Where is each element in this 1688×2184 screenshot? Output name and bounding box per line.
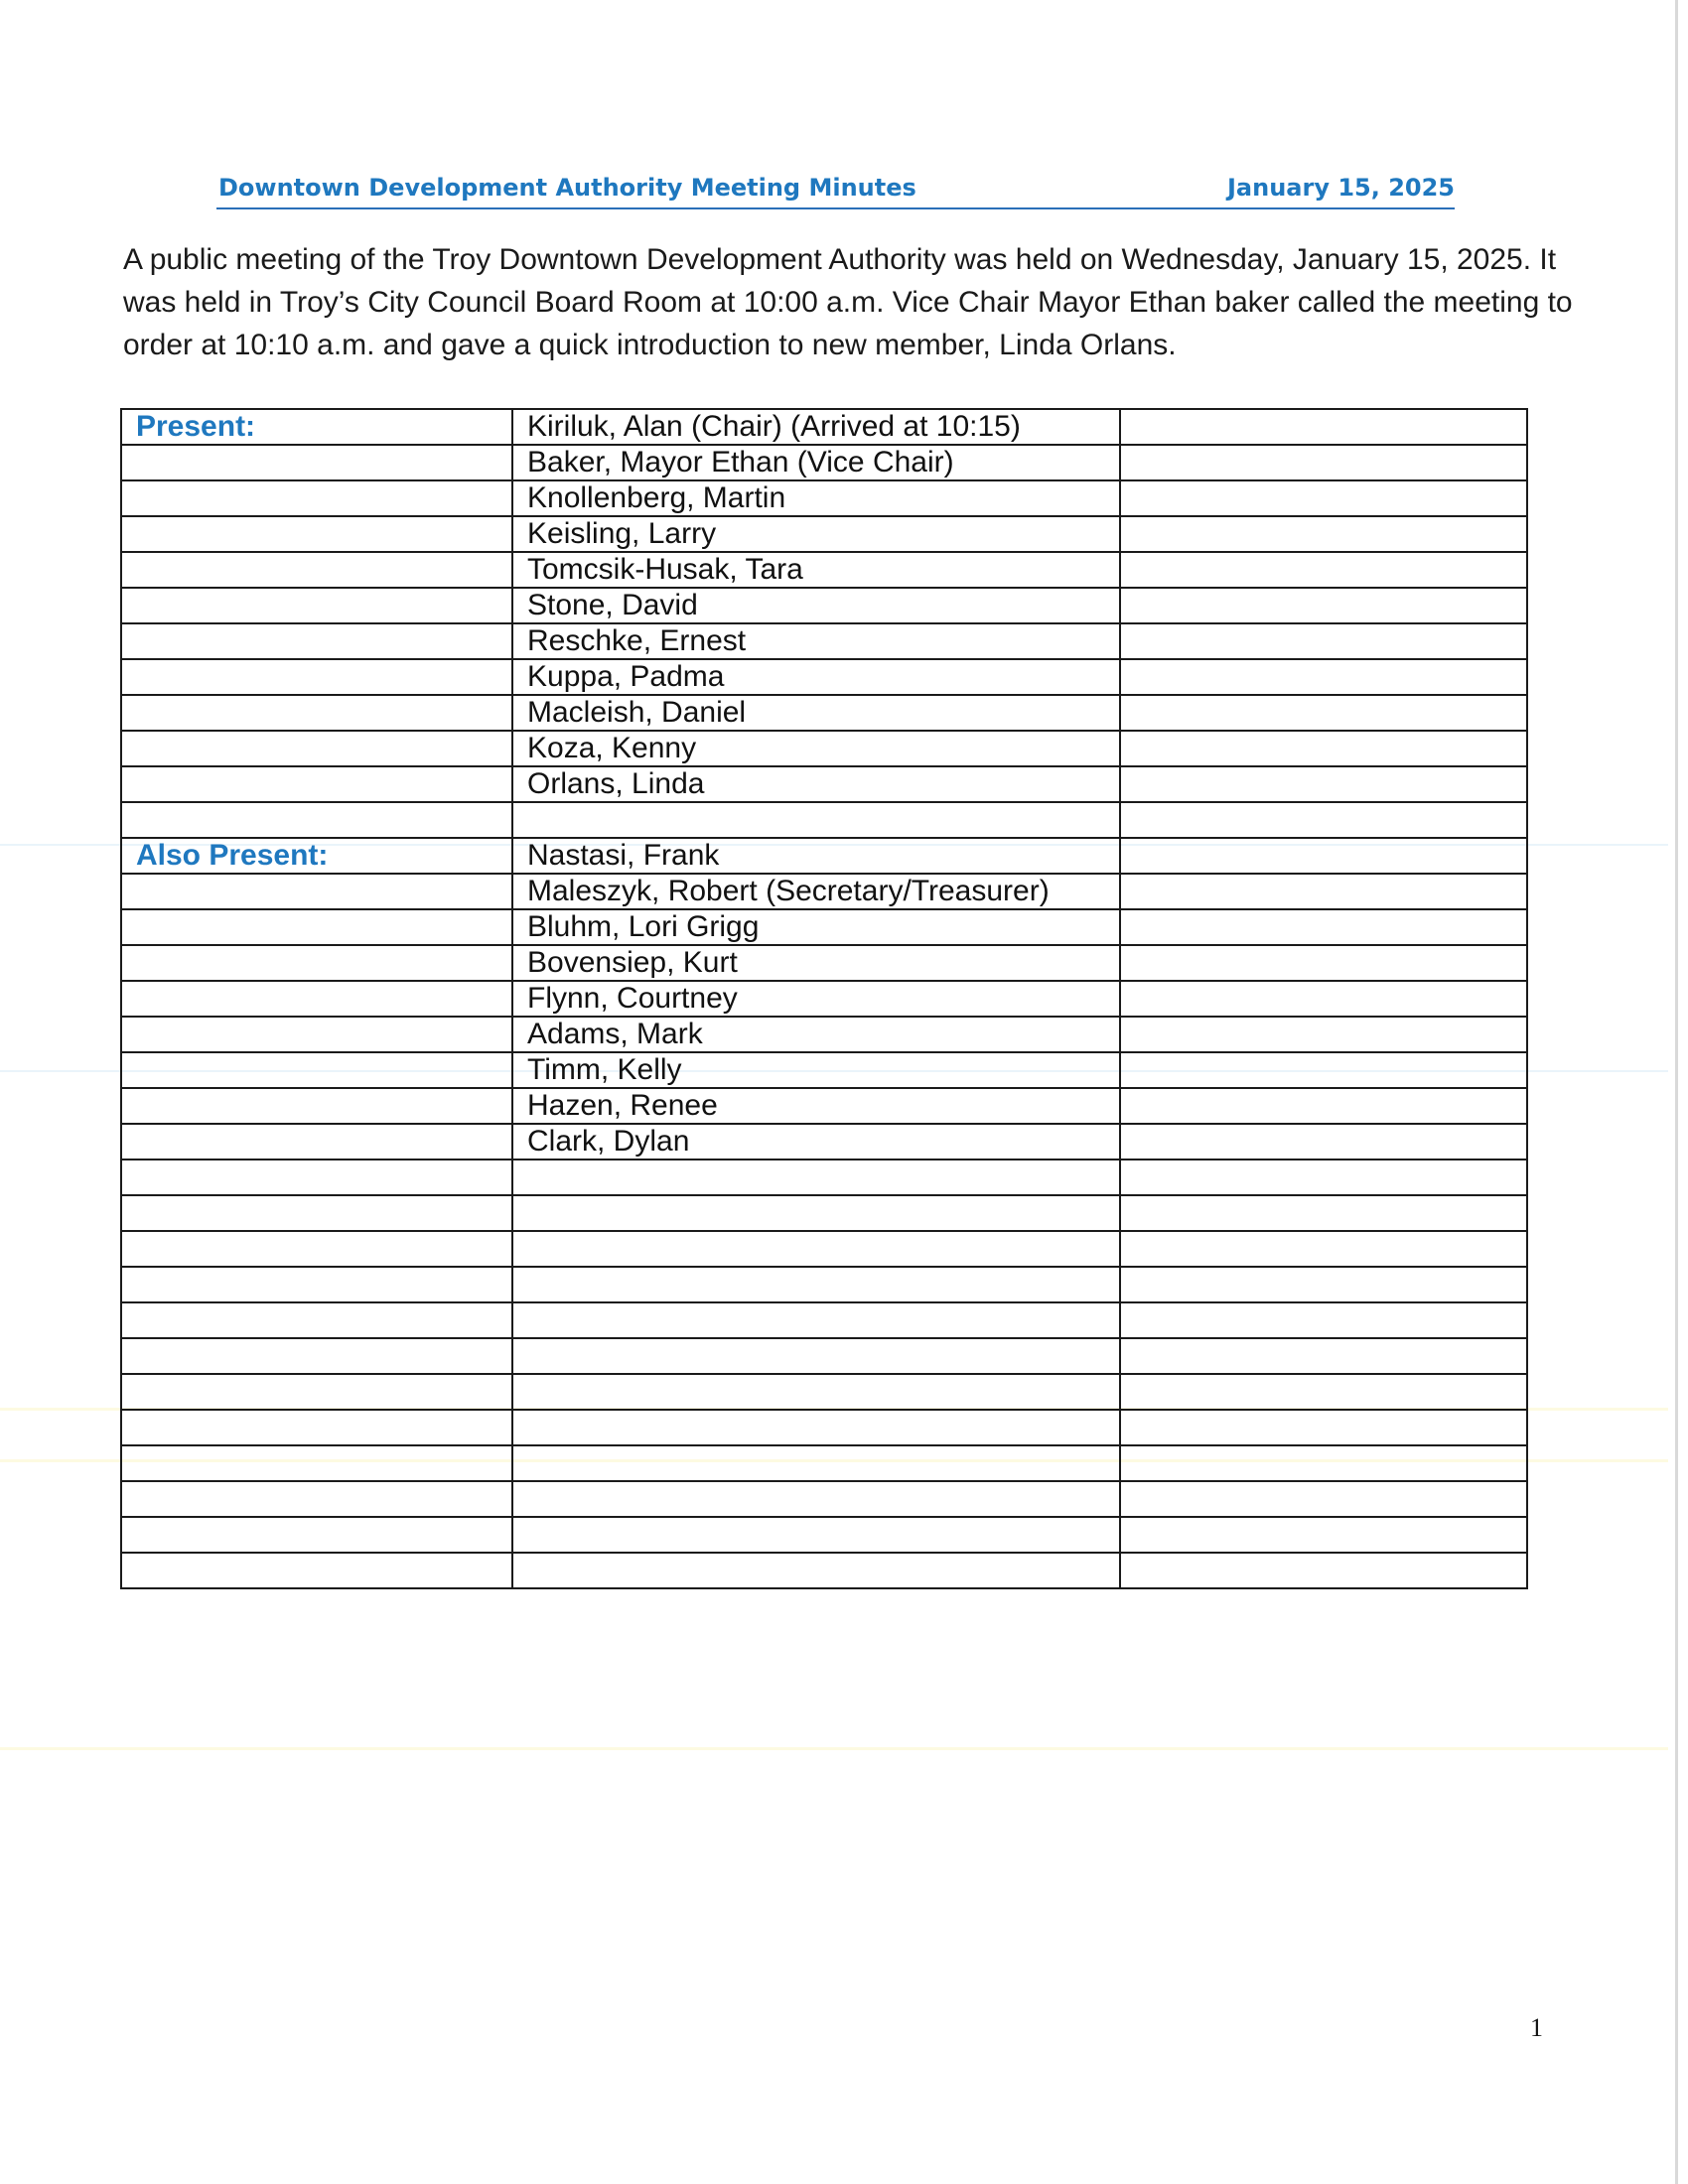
attendance-row — [121, 623, 1527, 659]
attendance-row — [121, 1124, 1527, 1160]
attendee-name-cell — [512, 1160, 1120, 1195]
section-label-cell — [121, 874, 512, 909]
section-label-cell — [121, 1517, 512, 1553]
attendee-note-cell — [1120, 1374, 1527, 1410]
attendance-row — [121, 1088, 1527, 1124]
attendee-name-cell — [512, 1445, 1120, 1481]
section-label-cell — [121, 981, 512, 1017]
attendee-name-cell: Hazen, Renee — [512, 1088, 1120, 1124]
section-label-cell — [121, 552, 512, 588]
attendee-name-cell: Kiriluk, Alan (Chair) (Arrived at 10:15) — [512, 409, 1120, 445]
attendance-row — [121, 445, 1527, 480]
section-label-cell — [121, 623, 512, 659]
attendee-name-cell: Flynn, Courtney — [512, 981, 1120, 1017]
attendance-row — [121, 981, 1527, 1017]
attendee-note-cell — [1120, 1517, 1527, 1553]
section-label-cell — [121, 659, 512, 695]
attendee-note-cell — [1120, 552, 1527, 588]
section-label-cell — [121, 1338, 512, 1374]
attendance-table-body — [121, 409, 1527, 1588]
attendee-note-cell — [1120, 480, 1527, 516]
attendance-row — [121, 766, 1527, 802]
section-label-cell — [121, 1195, 512, 1231]
section-label-cell — [121, 1052, 512, 1088]
document-header — [216, 174, 1455, 209]
attendee-name-cell: Nastasi, Frank — [512, 838, 1120, 874]
attendee-note-cell — [1120, 1052, 1527, 1088]
section-label-cell — [121, 1124, 512, 1160]
attendance-row — [121, 1517, 1527, 1553]
section-label-cell — [121, 1160, 512, 1195]
attendance-row — [121, 659, 1527, 695]
section-label-cell — [121, 1481, 512, 1517]
attendee-note-cell — [1120, 1160, 1527, 1195]
meeting-date: January 15, 2025 — [1227, 174, 1455, 202]
section-label-cell — [121, 1267, 512, 1302]
attendee-note-cell — [1120, 1302, 1527, 1338]
attendee-note-cell — [1120, 981, 1527, 1017]
attendee-name-cell: Adams, Mark — [512, 1017, 1120, 1052]
attendance-row — [121, 1302, 1527, 1338]
attendance-row — [121, 552, 1527, 588]
attendee-name-cell: Keisling, Larry — [512, 516, 1120, 552]
attendance-row — [121, 802, 1527, 838]
attendance-row — [121, 1017, 1527, 1052]
attendee-name-cell — [512, 1267, 1120, 1302]
section-label-cell — [121, 802, 512, 838]
attendance-row — [121, 480, 1527, 516]
section-label-cell — [121, 1231, 512, 1267]
attendance-row — [121, 1338, 1527, 1374]
attendee-note-cell — [1120, 1553, 1527, 1588]
attendance-row — [121, 945, 1527, 981]
section-label-cell — [121, 909, 512, 945]
attendance-row — [121, 1267, 1527, 1302]
attendee-name-cell: Knollenberg, Martin — [512, 480, 1120, 516]
attendance-row — [121, 1160, 1527, 1195]
section-label-cell — [121, 516, 512, 552]
document-title: Downtown Development Authority Meeting Minutes — [218, 174, 916, 202]
attendee-name-cell — [512, 1195, 1120, 1231]
attendee-name-cell: Stone, David — [512, 588, 1120, 623]
attendee-name-cell: Bovensiep, Kurt — [512, 945, 1120, 981]
attendee-note-cell — [1120, 766, 1527, 802]
intro-paragraph: A public meeting of the Troy Downtown Development Authority was held on Wednesday, January 15, 2025. It was held in Troy’s City Council Board Room at 10:00 a.m. Vice Chair Mayor Ethan baker called the meeting to order at 10:10 a.m. and gave a quick introduction to new member, Linda Orlans. — [123, 243, 1573, 361]
attendee-note-cell — [1120, 838, 1527, 874]
attendee-note-cell — [1120, 1017, 1527, 1052]
section-label-cell: Present: — [121, 409, 512, 445]
attendee-name-cell — [512, 1302, 1120, 1338]
attendee-note-cell — [1120, 1445, 1527, 1481]
section-label-cell — [121, 1088, 512, 1124]
attendance-row — [121, 838, 1527, 874]
attendee-note-cell — [1120, 1410, 1527, 1445]
attendance-row — [121, 1374, 1527, 1410]
attendee-note-cell — [1120, 1338, 1527, 1374]
attendance-row — [121, 516, 1527, 552]
attendee-note-cell — [1120, 1088, 1527, 1124]
section-label-cell — [121, 731, 512, 766]
attendance-row — [121, 1195, 1527, 1231]
section-label-cell — [121, 945, 512, 981]
attendee-name-cell: Timm, Kelly — [512, 1052, 1120, 1088]
attendance-row — [121, 874, 1527, 909]
section-label-cell — [121, 445, 512, 480]
section-label-cell: Also Present: — [121, 838, 512, 874]
section-label-cell — [121, 1017, 512, 1052]
attendance-row — [121, 1052, 1527, 1088]
attendee-name-cell — [512, 1517, 1120, 1553]
attendee-name-cell: Bluhm, Lori Grigg — [512, 909, 1120, 945]
attendance-row — [121, 1553, 1527, 1588]
scan-artifact — [0, 1747, 1668, 1750]
attendance-row — [121, 1481, 1527, 1517]
section-label-cell — [121, 1445, 512, 1481]
attendance-row — [121, 909, 1527, 945]
attendee-note-cell — [1120, 1267, 1527, 1302]
attendee-name-cell: Macleish, Daniel — [512, 695, 1120, 731]
attendance-row — [121, 731, 1527, 766]
attendee-name-cell — [512, 1338, 1120, 1374]
attendee-name-cell: Reschke, Ernest — [512, 623, 1120, 659]
section-label-cell — [121, 588, 512, 623]
attendee-name-cell: Tomcsik-Husak, Tara — [512, 552, 1120, 588]
attendee-note-cell — [1120, 731, 1527, 766]
section-label-cell — [121, 766, 512, 802]
attendance-row — [121, 1410, 1527, 1445]
attendance-row — [121, 1445, 1527, 1481]
attendee-name-cell — [512, 1553, 1120, 1588]
attendee-note-cell — [1120, 945, 1527, 981]
section-label-cell — [121, 1374, 512, 1410]
attendee-note-cell — [1120, 1481, 1527, 1517]
attendee-note-cell — [1120, 659, 1527, 695]
attendee-name-cell: Orlans, Linda — [512, 766, 1120, 802]
section-label-cell — [121, 480, 512, 516]
attendee-note-cell — [1120, 445, 1527, 480]
attendee-name-cell: Maleszyk, Robert (Secretary/Treasurer) — [512, 874, 1120, 909]
section-label-cell — [121, 695, 512, 731]
attendee-name-cell: Koza, Kenny — [512, 731, 1120, 766]
attendee-name-cell: Clark, Dylan — [512, 1124, 1120, 1160]
attendee-name-cell: Baker, Mayor Ethan (Vice Chair) — [512, 445, 1120, 480]
attendee-name-cell — [512, 1231, 1120, 1267]
attendee-note-cell — [1120, 802, 1527, 838]
page-edge — [1675, 0, 1678, 2184]
attendee-note-cell — [1120, 588, 1527, 623]
attendee-name-cell: Kuppa, Padma — [512, 659, 1120, 695]
section-label-cell — [121, 1410, 512, 1445]
section-label-cell — [121, 1302, 512, 1338]
attendee-note-cell — [1120, 623, 1527, 659]
attendance-row — [121, 695, 1527, 731]
attendance-row — [121, 409, 1527, 445]
attendee-name-cell — [512, 1410, 1120, 1445]
attendee-note-cell — [1120, 874, 1527, 909]
attendee-note-cell — [1120, 409, 1527, 445]
attendance-row — [121, 588, 1527, 623]
attendee-name-cell — [512, 1374, 1120, 1410]
attendee-note-cell — [1120, 516, 1527, 552]
attendance-row — [121, 1231, 1527, 1267]
attendance-table — [120, 408, 1528, 1589]
page-number: 1 — [1530, 2013, 1543, 2042]
attendee-note-cell — [1120, 1231, 1527, 1267]
attendee-note-cell — [1120, 1195, 1527, 1231]
attendee-note-cell — [1120, 695, 1527, 731]
attendee-name-cell — [512, 802, 1120, 838]
attendee-note-cell — [1120, 909, 1527, 945]
attendee-note-cell — [1120, 1124, 1527, 1160]
attendee-name-cell — [512, 1481, 1120, 1517]
section-label-cell — [121, 1553, 512, 1588]
